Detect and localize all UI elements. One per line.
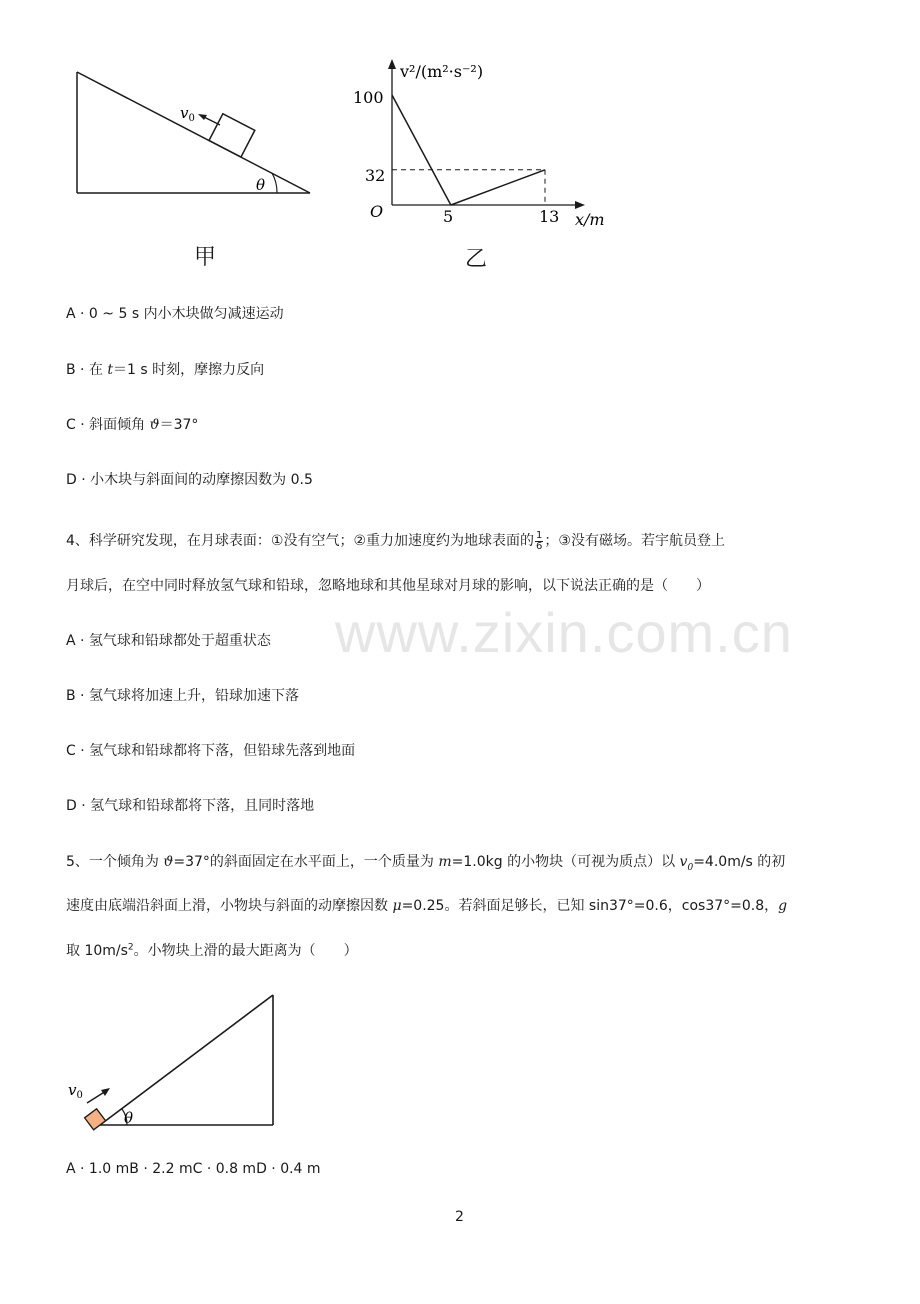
q4-option-a[interactable]: A · 氢气球和铅球都处于超重状态 [66, 633, 271, 649]
x-tick-13: 13 [539, 207, 560, 226]
x-tick-5: 5 [443, 207, 454, 226]
block [85, 1109, 106, 1130]
figure-jia-label: 甲 [194, 245, 217, 270]
y-tick-32: 32 [365, 166, 386, 185]
q4-stem-line2: 月球后，在空中同时释放氢气球和铅球，忽略地球和其他星球对月球的影响，以下说法正确的是（ ） [66, 578, 710, 594]
v0-label: $v_0$ [180, 104, 195, 124]
q5-incline-figure [60, 985, 290, 1135]
arrow-icon [198, 114, 207, 120]
q4-option-b[interactable]: B · 氢气球将加速上升，铅球加速下落 [66, 688, 299, 704]
figure-yi-graph [345, 55, 620, 240]
q5-stem-line1: 5、一个倾角为 ϑ=37°的斜面固定在水平面上，一个质量为 m=1.0kg 的小物块（可视为质点）以 $v_0=4.0m/s$ 的初 [66, 854, 786, 873]
y-arrow-icon [388, 59, 396, 69]
q3-option-b[interactable]: B · 在 t＝1 s 时刻，摩擦力反向 [66, 362, 265, 378]
origin-label: O [370, 202, 384, 221]
q3-option-c[interactable]: C · 斜面倾角 ϑ＝37° [66, 417, 199, 433]
q3-option-d[interactable]: D · 小木块与斜面间的动摩擦因数为 0.5 [66, 472, 313, 488]
fraction-one-sixth: $\frac{1}{6}$ [536, 529, 543, 552]
x-axis-label: x/m [575, 210, 605, 229]
x-arrow-icon [575, 201, 585, 209]
q3-option-a[interactable]: A · 0 ~ 5 s 内小木块做匀减速运动 [66, 306, 284, 322]
figure-jia-incline [60, 60, 330, 210]
page-number: 2 [455, 1209, 464, 1225]
y-tick-100: 100 [353, 88, 384, 107]
theta-label: θ [124, 1109, 134, 1127]
q4-stem-line1: 4、科学研究发现，在月球表面：①没有空气；②重力加速度约为地球表面的 $\frac{1}{6}$ ；③没有磁场。若宇航员登上 [66, 529, 725, 552]
arrow-icon [101, 1088, 110, 1096]
y-axis-label: v²/(m²·s⁻²) [400, 62, 484, 81]
q5-stem-line2: 速度由底端沿斜面上滑，小物块与斜面的动摩擦因数 μ=0.25。若斜面足够长，已知 sin37°=0.6，cos37°=0.8，g [66, 898, 788, 914]
theta-label: θ [256, 176, 266, 194]
graph-segment [392, 95, 451, 205]
graph-segment [451, 170, 545, 205]
block [209, 114, 255, 157]
v0-label: $v_0$ [68, 1081, 83, 1101]
q5-stem-line3: 取 $10m/s^2$。小物块上滑的最大距离为（ ） [66, 942, 358, 959]
q4-option-d[interactable]: D · 氢气球和铅球都将下落，且同时落地 [66, 798, 315, 814]
q5-options[interactable]: A · 1.0 mB · 2.2 mC · 0.8 mD · 0.4 m [66, 1161, 321, 1177]
q4-option-c[interactable]: C · 氢气球和铅球都将下落，但铅球先落到地面 [66, 743, 356, 759]
watermark: www.zixin.com.cn [335, 601, 793, 664]
figure-yi-label: 乙 [465, 247, 488, 272]
